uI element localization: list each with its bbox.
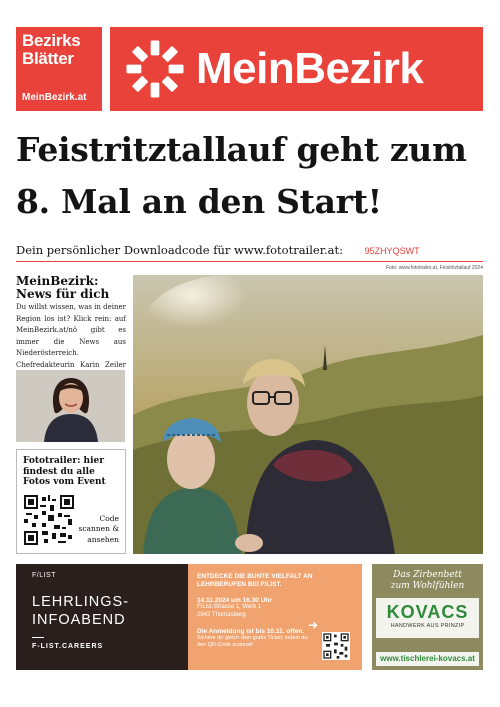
kovacs-slogan xyxy=(372,570,483,592)
flist-event-line2: INFOABEND xyxy=(32,612,126,628)
arrow-right-icon: ➜ xyxy=(307,618,318,632)
orange-ad-headline: ENTDECKE DIE BUNTE VIELFALT AN LEHRBERUFEN BEI F/LIST. xyxy=(197,573,313,588)
page-headline: Feistritztallauf geht zum 8. Mal an den Start! xyxy=(16,130,467,221)
flist-event-line1: LEHRLINGS- xyxy=(32,594,130,610)
editor-portrait xyxy=(16,370,125,442)
fototrailer-title: Fototrailer: hier findest du alle Fotos vom Event xyxy=(23,456,106,487)
orange-ad-registration: Die Anmeldung ist bis 10.11. offen. xyxy=(197,628,305,635)
bb-logo-line1: Bezirks xyxy=(22,31,81,50)
kovacs-slogan-line1: Das Zirbenbett xyxy=(393,570,462,580)
flist-brand: F/LIST xyxy=(32,572,57,579)
kovacs-url[interactable]: www.tischlerei-kovacs.at xyxy=(376,652,479,666)
meinbezirk-wordmark: MeinBezirk xyxy=(196,44,424,93)
news-body: Du willst wissen, was in deiner Region los ist? Klick rein: auf MeinBezirk.at/nö gibt es immer die News aus Niederösterreich. Chefredakteurin Karin Zeiler xyxy=(16,303,127,369)
meinbezirk-banner[interactable] xyxy=(110,27,483,111)
bb-logo-line2: Blätter xyxy=(22,49,74,68)
fototrailer-qr-icon[interactable] xyxy=(24,495,74,545)
kovacs-slogan-line2: zum Wohlfühlen xyxy=(390,581,465,591)
bezirksblaetter-logo[interactable] xyxy=(16,27,102,111)
kovacs-logo-name: KOVACS xyxy=(386,602,469,622)
download-code-line xyxy=(16,243,483,262)
news-title: MeinBezirk: News für dich xyxy=(16,274,110,301)
fototrailer-box xyxy=(16,449,126,554)
flist-divider xyxy=(32,637,44,638)
flist-event-title xyxy=(32,593,172,629)
orange-ad-qr-icon[interactable] xyxy=(322,632,350,660)
download-code-label: Dein persönlicher Downloadcode für www.fototrailer.at: xyxy=(16,243,343,257)
orange-ad-address-line1: F/List-Strasse 1, Werk 1 xyxy=(197,604,262,610)
flist-site[interactable]: F-LIST.CAREERS xyxy=(32,643,104,650)
main-event-photo xyxy=(133,275,483,554)
meinbezirk-sun-icon xyxy=(124,38,186,100)
kovacs-logo-subtitle: HANDWERK AUS PRINZIP xyxy=(390,623,465,629)
photo-credit: Foto: www.fototrailer.at, Feistritztallauf 2024 xyxy=(386,265,483,271)
ad-flist-orange[interactable] xyxy=(188,564,362,670)
orange-ad-date: 14.11.2024 um 16.30 Uhr xyxy=(197,597,272,604)
bb-logo-url: MeinBezirk.at xyxy=(22,92,87,103)
orange-ad-address-line2: 2842 Thomasberg xyxy=(197,611,246,618)
ad-flist-dark[interactable] xyxy=(16,564,188,670)
fototrailer-note: Code scannen & ansehen xyxy=(78,513,119,544)
kovacs-logo-panel xyxy=(376,598,479,638)
download-code-value: 95ZHYQSWT xyxy=(364,246,420,256)
ad-kovacs[interactable] xyxy=(372,564,483,670)
orange-ad-subtext: Sichere dir gleich dein gratis Ticket, indem du den QR-Code scannst! xyxy=(197,635,308,648)
